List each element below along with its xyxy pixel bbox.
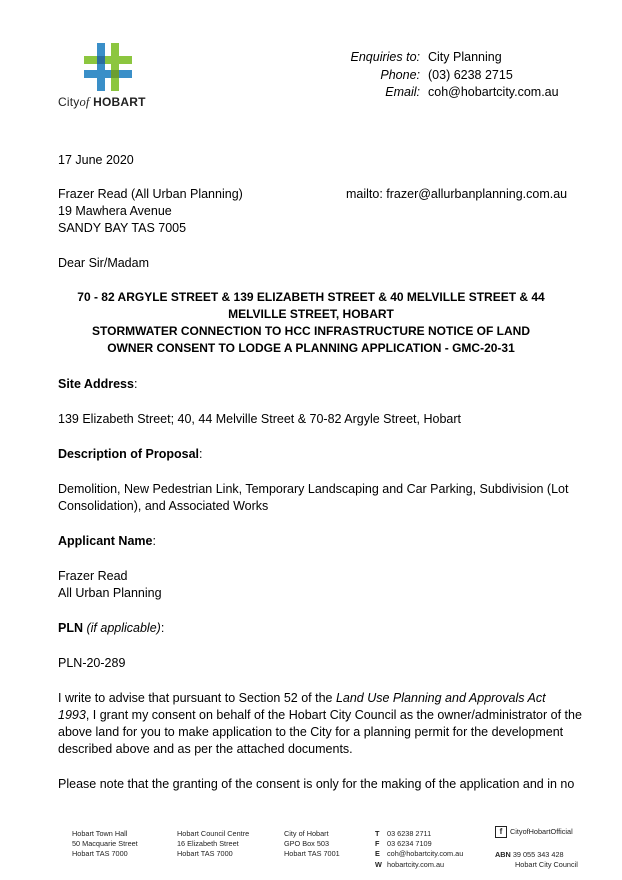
footer-facebook[interactable]: f CityofHobartOfficial	[495, 826, 573, 838]
enquiries-value: City Planning	[428, 50, 502, 64]
city-of-hobart-logo-text: Cityof HOBART	[58, 95, 146, 109]
city-of-hobart-logo-mark	[83, 42, 133, 92]
email-label: Email:	[385, 85, 420, 99]
site-address-heading: Site Address:	[58, 377, 138, 391]
footer-postal: City of Hobart GPO Box 503 Hobart TAS 7001	[284, 829, 340, 859]
applicant-name: Frazer Read	[58, 569, 128, 583]
facebook-icon: f	[495, 826, 507, 838]
footer-contacts: T 03 6238 2711 F 03 6234 7109 E coh@hobartcity.com.au W hobartcity.com.au	[375, 829, 464, 869]
body-paragraph-2: Please note that the granting of the consent is only for the making of the application and in no	[58, 777, 575, 791]
body-paragraph-1-line-3: above land for you to make application to the City for a planning permit for the development	[58, 725, 564, 739]
applicant-company: All Urban Planning	[58, 586, 162, 600]
proposal-line-2: Consolidation), and Associated Works	[58, 499, 269, 513]
subject-line-2: MELVILLE STREET, HOBART	[228, 307, 394, 321]
footer-town-hall: Hobart Town Hall 50 Macquarie Street Hobart TAS 7000	[72, 829, 138, 859]
subject-line-3: STORMWATER CONNECTION TO HCC INFRASTRUCTURE NOTICE OF LAND	[92, 324, 530, 338]
proposal-heading: Description of Proposal:	[58, 447, 203, 461]
applicant-heading: Applicant Name:	[58, 534, 156, 548]
letter-date: 17 June 2020	[58, 153, 134, 167]
phone-value: (03) 6238 2715	[428, 67, 513, 82]
pln-value: PLN-20-289	[58, 656, 126, 670]
footer-abn: ABN 39 055 343 428 Hobart City Council	[495, 850, 578, 870]
proposal-line-1: Demolition, New Pedestrian Link, Temporary Landscaping and Car Parking, Subdivision (Lot	[58, 482, 569, 496]
phone-label: Phone:	[380, 67, 420, 82]
pln-heading: PLN (if applicable):	[58, 621, 165, 635]
hobart-cross-icon	[83, 42, 133, 92]
body-paragraph-1-line-2: 1993, I grant my consent on behalf of the Hobart City Council as the owner/administrator of the	[58, 708, 582, 722]
recipient-email[interactable]: mailto: frazer@allurbanplanning.com.au	[346, 187, 568, 201]
enquiries-label: Enquiries to:	[350, 50, 420, 64]
footer-council-centre: Hobart Council Centre 16 Elizabeth Street Hobart TAS 7000	[177, 829, 250, 859]
enquiries-block	[300, 50, 570, 103]
recipient-suburb: SANDY BAY TAS 7005	[58, 221, 187, 235]
subject-line-1: 70 - 82 ARGYLE STREET & 139 ELIZABETH STREET & 40 MELVILLE STREET & 44	[77, 290, 545, 304]
body-paragraph-1-line-1: I write to advise that pursuant to Section 52 of the Land Use Planning and Approvals Act	[58, 691, 546, 705]
subject-line-4: OWNER CONSENT TO LODGE A PLANNING APPLICATION - GMC-20-31	[107, 341, 515, 355]
email-value[interactable]: coh@hobartcity.com.au	[428, 85, 559, 99]
salutation: Dear Sir/Madam	[58, 256, 149, 270]
site-address-value: 139 Elizabeth Street; 40, 44 Melville Street & 70-82 Argyle Street, Hobart	[58, 412, 461, 426]
body-paragraph-1-line-4: described above and as per the attached documents.	[58, 742, 353, 756]
recipient-name: Frazer Read (All Urban Planning)	[58, 187, 243, 201]
recipient-street: 19 Mawhera Avenue	[58, 204, 172, 218]
